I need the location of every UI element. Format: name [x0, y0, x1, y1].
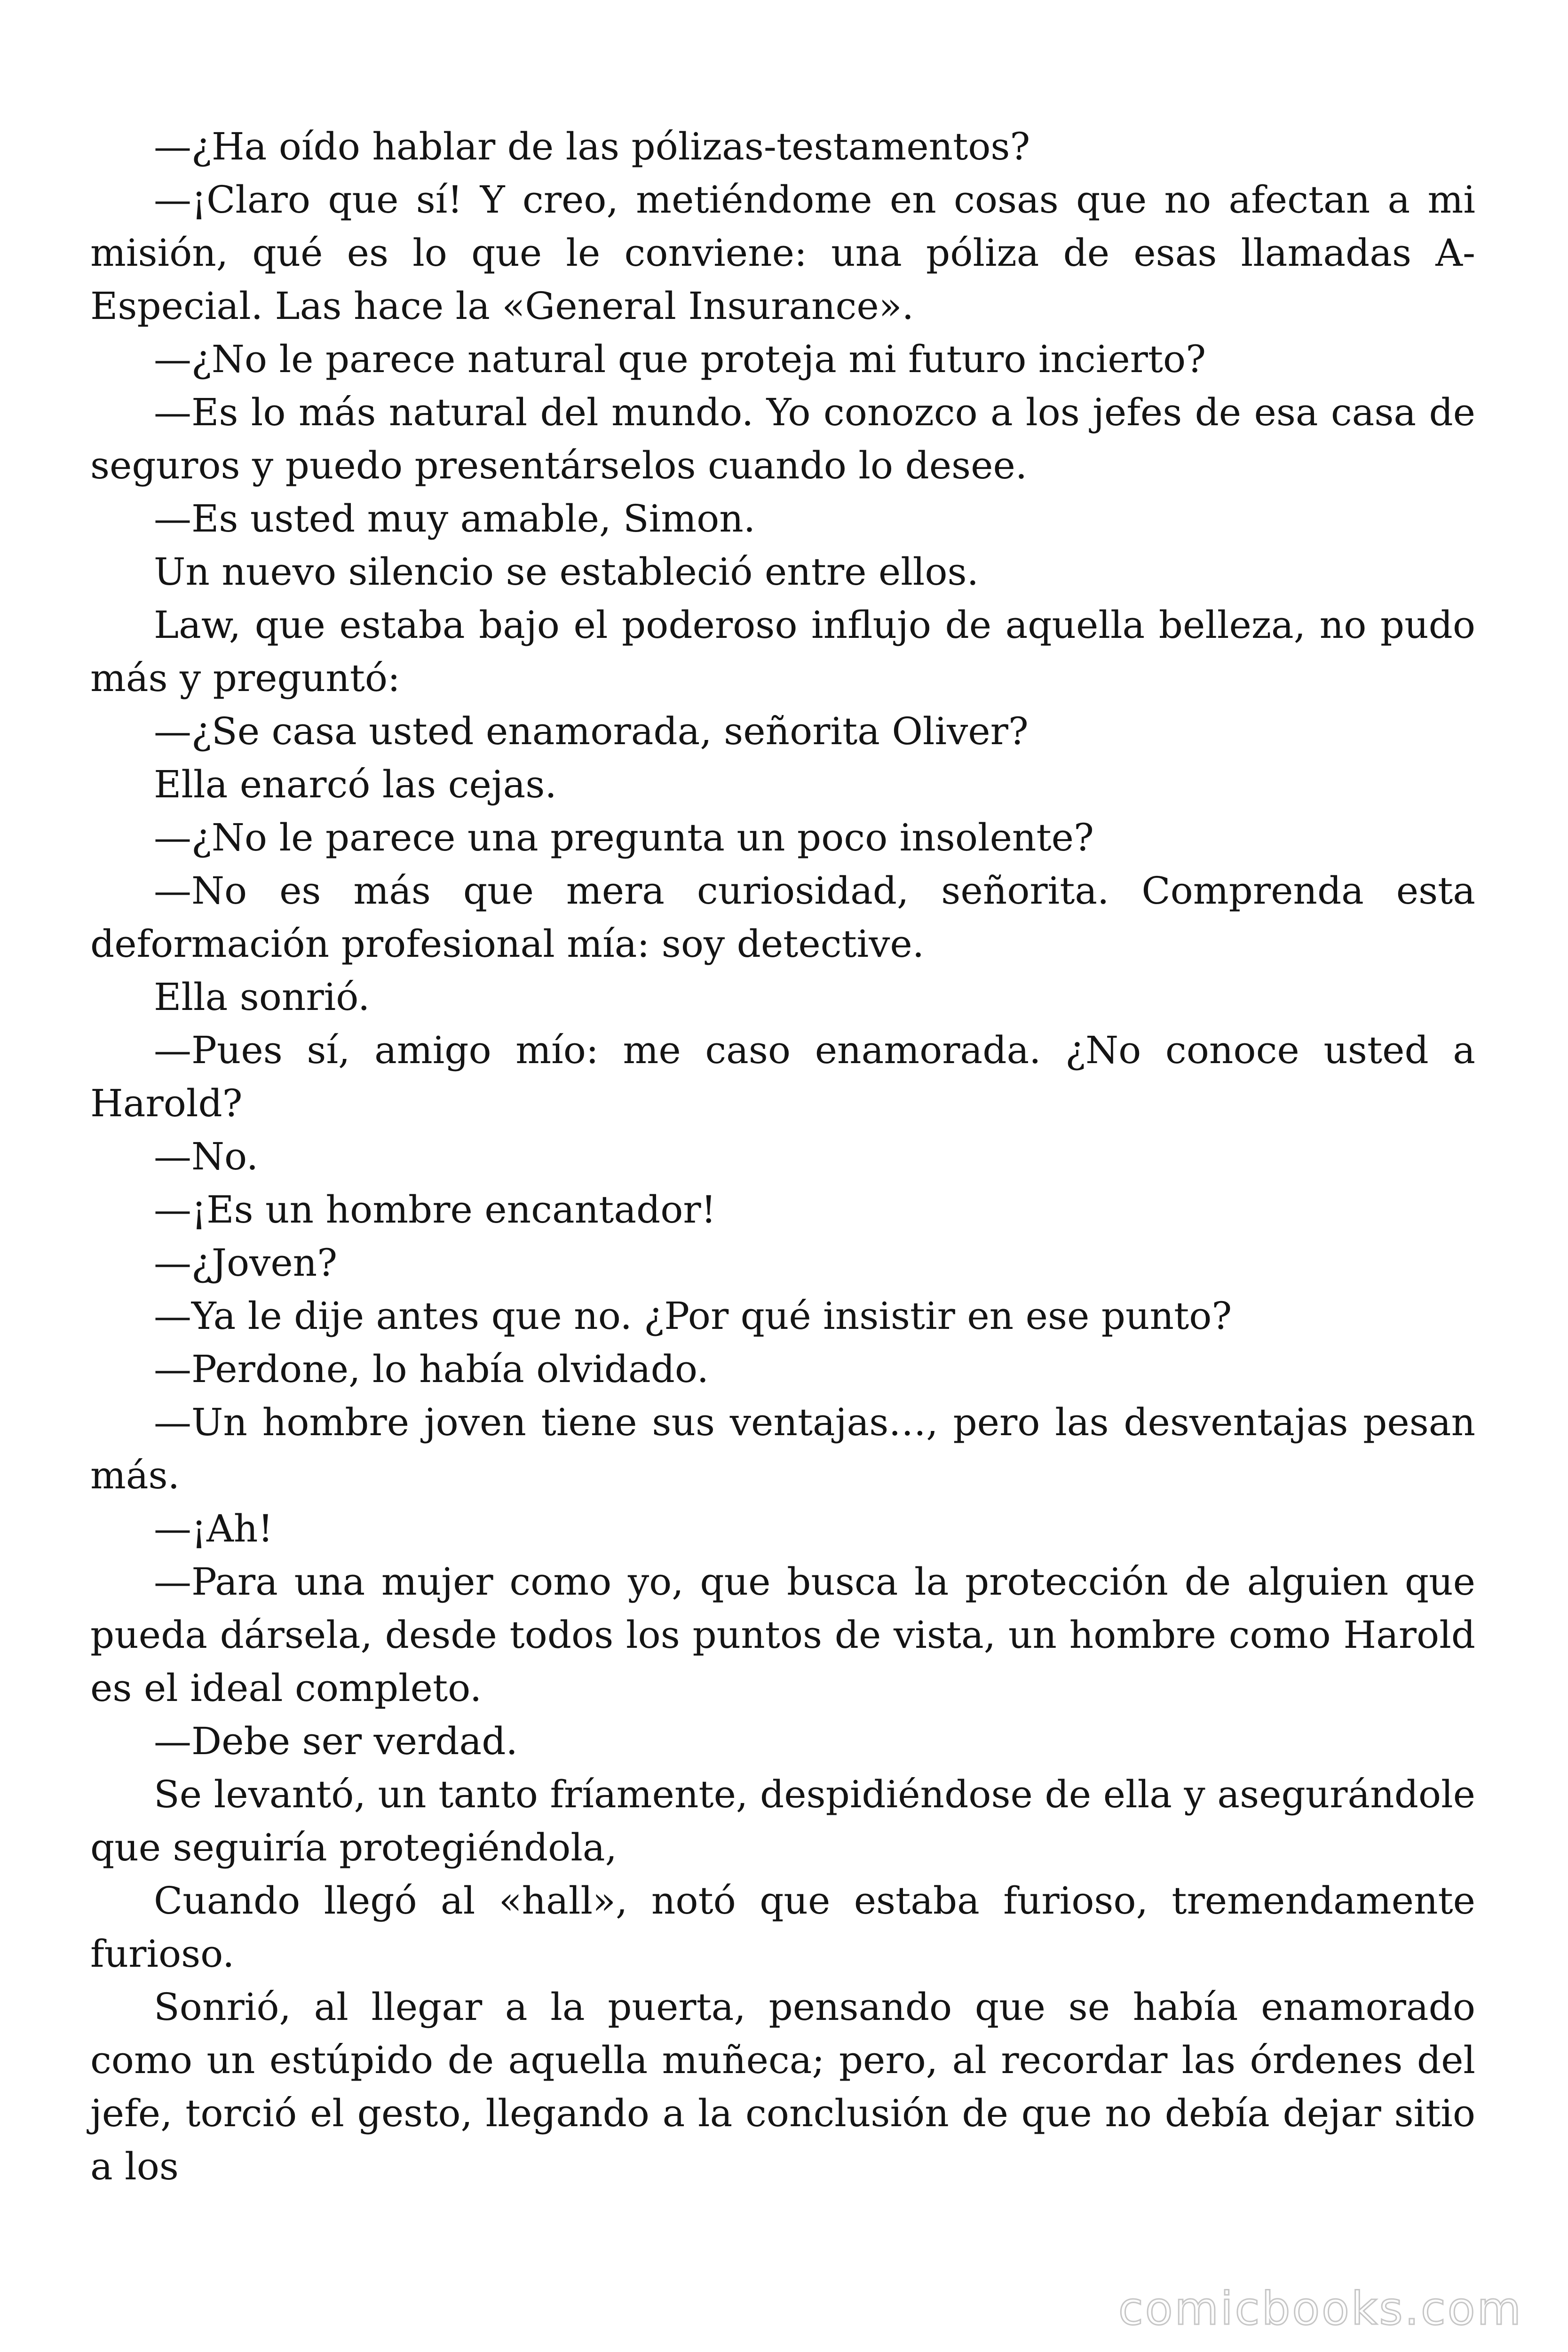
paragraph: —¿No le parece una pregunta un poco insolente? [154, 816, 1094, 859]
paragraph: —No. [154, 1135, 259, 1178]
paragraph: —Es lo más natural del mundo. Yo conozco a los jefes de esa casa de seguros y puedo presentárselos cuando lo desee. [90, 390, 1475, 487]
paragraph: —¿Ha oído hablar de las pólizas-testamentos? [154, 125, 1030, 168]
paragraph: —¿Se casa usted enamorada, señorita Oliver? [154, 709, 1029, 753]
paragraph: —Pues sí, amigo mío: me caso enamorada. ¿No conoce usted a Harold? [90, 1028, 1475, 1125]
paragraph: —¿Joven? [154, 1241, 338, 1285]
body-text [90, 120, 1475, 2193]
paragraph: Ella enarcó las cejas. [154, 763, 557, 806]
paragraph: Un nuevo silencio se estableció entre ellos. [154, 550, 979, 594]
paragraph: —Es usted muy amable, Simon. [154, 497, 756, 540]
paragraph: —No es más que mera curiosidad, señorita. Comprenda esta deformación profesional mía: soy detective. [90, 869, 1475, 966]
paragraph: Sonrió, al llegar a la puerta, pensando que se había enamorado como un estúpido de aquella muñeca; pero, al recordar las órdenes del jefe, torció el gesto, llegando a la conclusión de que no debía dejar sitio a los [90, 1985, 1475, 2188]
paragraph: Cuando llegó al «hall», notó que estaba furioso, tremendamente furioso. [90, 1879, 1475, 1976]
paragraph: —¡Es un hombre encantador! [154, 1188, 716, 1232]
paragraph: —¡Claro que sí! Y creo, metiéndome en cosas que no afectan a mi misión, qué es lo que le conviene: una póliza de esas llamadas A-Especial. Las hace la «General Insurance». [90, 178, 1475, 328]
paragraph: —Ya le dije antes que no. ¿Por qué insistir en ese punto? [154, 1294, 1232, 1338]
watermark: comicbooks.com [1118, 2282, 1523, 2335]
paragraph: Se levantó, un tanto fríamente, despidiéndose de ella y asegurándole que seguiría protegiéndola, [90, 1772, 1475, 1869]
paragraph: Ella sonrió. [154, 975, 370, 1019]
paragraph: —¡Ah! [154, 1507, 273, 1550]
paragraph: —Para una mujer como yo, que busca la protección de alguien que pueda dársela, desde todos los puntos de vista, un hombre como Harold es el ideal completo. [90, 1560, 1475, 1710]
paragraph: —Debe ser verdad. [154, 1719, 518, 1763]
paragraph: —¿No le parece natural que proteja mi futuro incierto? [154, 337, 1206, 381]
paragraph: —Un hombre joven tiene sus ventajas…, pero las desventajas pesan más. [90, 1400, 1475, 1497]
paragraph: Law, que estaba bajo el poderoso influjo de aquella belleza, no pudo más y preguntó: [90, 603, 1475, 700]
paragraph: —Perdone, lo había olvidado. [154, 1347, 709, 1391]
